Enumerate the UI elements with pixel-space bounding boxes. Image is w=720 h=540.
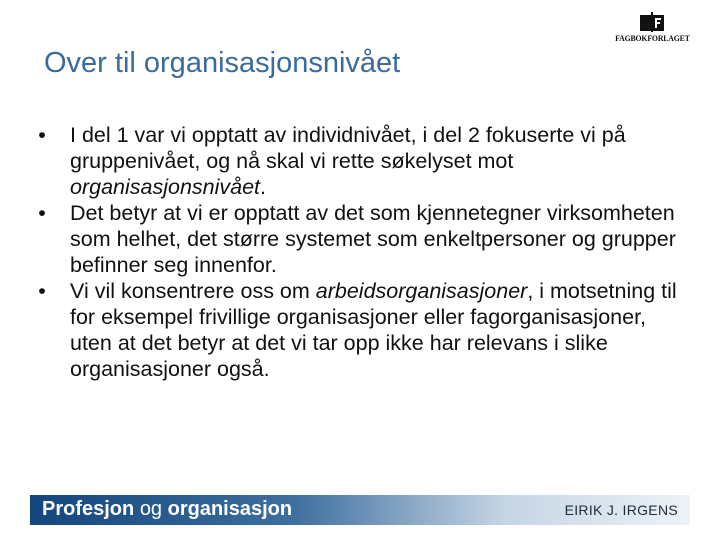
footer-bar — [30, 495, 690, 525]
bullet-marker: • — [38, 201, 46, 225]
bullet-emphasis: arbeidsorganisasjoner — [315, 279, 528, 303]
bullet-item — [30, 278, 690, 382]
slide-title: Over til organisasjonsnivået — [44, 47, 401, 79]
bullet-text: Vi vil konsentrere oss om — [70, 279, 316, 303]
footer-book-title — [42, 498, 292, 521]
bullet-marker: • — [38, 123, 46, 147]
bullet-marker: • — [38, 279, 46, 303]
bullet-emphasis: organisasjonsnivået — [70, 175, 261, 199]
publisher-logo-text: FAGBOKFORLAGET — [615, 33, 690, 43]
bullet-text: Det betyr at vi er opptatt av det som kjennetegner virksomheten som helhet, det større systemet som enkeltpersoner og grupper befinner seg innenfor. — [70, 201, 676, 277]
bullet-text: . — [260, 175, 267, 199]
footer-author: EIRIK J. IRGENS — [564, 502, 678, 518]
bullet-item — [30, 200, 690, 278]
book-logo-icon — [640, 12, 664, 32]
bullet-list — [30, 122, 690, 382]
footer-word-organisasjon: organisasjon — [167, 498, 293, 520]
footer-word-og: og — [139, 498, 163, 520]
footer-word-profesjon: Profesjon — [42, 498, 135, 520]
publisher-logo — [612, 12, 690, 48]
bullet-item — [30, 122, 690, 200]
bullet-text: I del 1 var vi opptatt av individnivået, i del 2 fokuserte vi på gruppenivået, og nå skal vi rette søkelyset mot — [70, 123, 626, 173]
bullet-text: , i motsetning til for eksempel frivillige organisasjoner eller fagorganisasjoner, uten at det betyr at det vi tar opp ikke har relevans i slike organisasjoner også. — [70, 279, 677, 381]
